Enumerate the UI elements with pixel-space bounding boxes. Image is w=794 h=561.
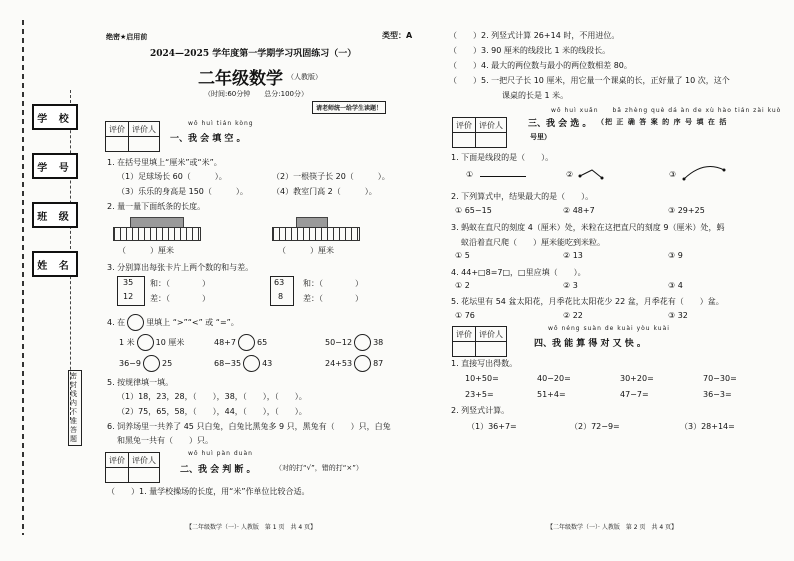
section1-title: 一、我 会 填 空 。 [170, 134, 246, 144]
choice-q2-opt2: ② 48+7 [563, 206, 595, 215]
score-table-4 [452, 326, 507, 357]
exam-title: 2024—2025 学年度第一学期学习巩固练习（一） [150, 49, 357, 59]
teacher-notice-stamp: 请老师统一给学生读题！ [312, 101, 386, 114]
section1-pinyin: wǒ huì tián kòng [188, 120, 254, 127]
strip1-answer: （ ）厘米 [118, 246, 174, 255]
choice-q4-opt2: ② 3 [563, 281, 578, 290]
choice-q3-line1: 3. 蚂蚁在直尺的刻度 4（厘米）处，米粒在这把直尺的刻度 9（厘米）处，蚂 [451, 223, 725, 232]
choice-q3-line2: 蚁沿着直尺爬（ ）厘米能吃到米粒。 [461, 238, 605, 247]
q1-3: 3. 分别算出每张卡片上两个数的和与差。 [107, 263, 254, 272]
answer-circle[interactable] [137, 334, 154, 351]
compare-4: 36−9 25 [119, 355, 172, 372]
choice-q4-opt1: ① 2 [455, 281, 470, 290]
choice-q1-opt1: ① [466, 170, 474, 179]
calc-1: 10+50= [465, 374, 499, 383]
calc-4: 70−30= [703, 374, 737, 383]
grader-col: 评价人 [129, 122, 160, 137]
footer-page-1: 【二年级数学（一）· 人教版 第 1 页 共 4 页】 [186, 524, 317, 531]
q1-5: 5. 按规律填一填。 [107, 378, 174, 387]
answer-circle[interactable] [243, 355, 260, 372]
compare-2: 48+7 65 [214, 334, 267, 351]
school-label: 学 校 [32, 104, 78, 130]
card1-sum: 和：（ ） [150, 279, 210, 288]
paper-type: 类型：A [382, 31, 413, 40]
answer-circle[interactable] [354, 355, 371, 372]
sequence-1: （1）18，23，28，（ ），38，（ ），（ ）。 [117, 392, 307, 401]
grader-col: 评价人 [476, 118, 507, 133]
seal-warning: 密封线内不准答题 [68, 370, 82, 446]
binding-line [22, 20, 24, 535]
section3-hint-cont: 号里） [530, 133, 551, 141]
calc-q1: 1. 直接写出得数。 [451, 359, 518, 368]
choice-q5-opt2: ② 22 [563, 311, 583, 320]
q1-1-item1: （1）足球场长 60（ ）。 [117, 172, 227, 181]
choice-q2-opt1: ① 65−15 [455, 206, 492, 215]
vertical-calc-1: （1）36+7= [467, 422, 517, 431]
choice-q1-opt2: ② [566, 170, 574, 179]
card2-sum: 和：（ ） [303, 279, 363, 288]
card1-num2: 12 [123, 292, 134, 301]
q1-2-text: 2. 量一量下面纸条的长度。 [107, 202, 206, 211]
compare-circle-icon [127, 314, 144, 331]
q1-1: 1. 在括号里填上“厘米”或“米”。 [107, 158, 222, 167]
card1-diff: 差：（ ） [150, 294, 210, 303]
calc-6: 51+4= [537, 390, 566, 399]
edition: （人教版） [287, 73, 322, 81]
section3-hint: （把 正 确 答 案 的 序 号 填 在 括 [597, 118, 728, 126]
choice-q4: 4. 44+□8=7□，□里应填（ ）。 [451, 268, 586, 277]
judge-item-1: （ ）1. 量学校操场的长度，用“米”作单位比较合适。 [107, 487, 310, 496]
q1-1-item2: （2）一根筷子长 20（ ）。 [272, 172, 390, 181]
card2-num1: 63 [274, 278, 285, 287]
confidential-mark: 绝密★启用前 [106, 33, 148, 41]
subject-title: 二年级数学 [198, 69, 283, 89]
q1-1-item4: （4）教室门高 2（ ）。 [272, 187, 377, 196]
choice-q4-opt3: ③ 4 [668, 281, 683, 290]
footer-page-2: 【二年级数学（一）· 人教版 第 2 页 共 4 页】 [547, 524, 678, 531]
ruler-2 [272, 227, 360, 241]
choice-q3-opt3: ③ 9 [668, 251, 683, 260]
judge-item-3: （ ）3. 90 厘米的线段比 1 米的线段长。 [449, 46, 611, 55]
judge-item-5-cont: 课桌的长是 1 米。 [502, 91, 569, 100]
choice-q1-opt3: ③ [669, 170, 677, 179]
q1-1-item3: （3）乐乐的身高是 150（ ）。 [117, 187, 248, 196]
class-label: 班 级 [32, 202, 78, 228]
judge-item-5: （ ）5. 一把尺子长 10 厘米，用它量一个课桌的长，正好量了 10 次，这个 [449, 76, 730, 85]
choice-q5-opt3: ③ 32 [668, 311, 688, 320]
calc-8: 36−3= [703, 390, 732, 399]
score-table-3 [452, 117, 507, 148]
calc-7: 47−7= [620, 390, 649, 399]
compare-3: 50−12 38 [325, 334, 383, 351]
section2-title: 二、我 会 判 断 。 [180, 465, 256, 475]
score-table-2 [105, 452, 160, 483]
section2-pinyin: wǒ huì pàn duàn [188, 450, 253, 457]
calc-2: 40−20= [537, 374, 571, 383]
choice-q2: 2. 下列算式中，结果最大的是（ ）。 [451, 192, 594, 201]
section4-pinyin: wǒ néng suàn de kuài yòu kuài [548, 325, 670, 332]
answer-circle[interactable] [238, 334, 255, 351]
line-segment-option-1 [480, 176, 526, 177]
grader-col: 评价人 [476, 327, 507, 342]
card1-num1: 35 [123, 278, 134, 287]
student-id-label: 学 号 [32, 153, 78, 179]
score-table-1 [105, 121, 160, 152]
section4-title: 四、我 能 算 得 对 又 快 。 [534, 339, 646, 349]
calc-q2: 2. 列竖式计算。 [451, 406, 510, 415]
section3-pinyin: wǒ huì xuǎn bǎ zhèng què dá àn de xù hào tián zài kuò [551, 107, 782, 114]
score-col: 评价 [106, 122, 129, 137]
compare-6: 24+53 87 [325, 355, 383, 372]
strip2-answer: （ ）厘米 [278, 246, 334, 255]
score-col: 评价 [453, 327, 476, 342]
card2-num2: 8 [278, 292, 284, 301]
ruler-1 [113, 227, 201, 241]
q1-4: 4. 在 里填上 “>”“<” 或 “=”。 [107, 314, 239, 331]
choice-q3-opt1: ① 5 [455, 251, 470, 260]
choice-q2-opt3: ③ 29+25 [668, 206, 705, 215]
choice-q3-opt2: ② 13 [563, 251, 583, 260]
vertical-calc-2: （2）72−9= [570, 422, 620, 431]
q1-6-line1: 6. 饲养场里一共养了 45 只白兔，白兔比黑兔多 9 只，黑兔有（ ）只，白兔 [107, 422, 391, 431]
grader-col: 评价人 [129, 453, 160, 468]
q1-6-line2: 和黑兔一共有（ ）只。 [117, 436, 213, 445]
score-col: 评价 [106, 453, 129, 468]
score-col: 评价 [453, 118, 476, 133]
arc-option-3 [682, 164, 726, 182]
choice-q1: 1. 下面是线段的是（ ）。 [451, 153, 554, 162]
sequence-2: （2）75，65，58，（ ），44，（ ），（ ）。 [117, 407, 307, 416]
card2-diff: 差：（ ） [303, 294, 363, 303]
judge-item-4: （ ）4. 最大的两位数与最小的两位数相差 80。 [449, 61, 632, 70]
section2-hint: （对的打“√”，错的打“×”） [275, 464, 363, 472]
answer-circle[interactable] [143, 355, 160, 372]
polyline-option-2 [578, 166, 608, 182]
vertical-calc-3: （3）28+14= [680, 422, 735, 431]
calc-3: 30+20= [620, 374, 654, 383]
compare-1: 1 米 10 厘米 [119, 334, 184, 351]
calc-5: 23+5= [465, 390, 494, 399]
compare-5: 68−35 43 [214, 355, 272, 372]
name-label: 姓 名 [32, 251, 78, 277]
answer-circle[interactable] [354, 334, 371, 351]
binding-strip [10, 20, 92, 535]
choice-q5-opt1: ① 76 [455, 311, 475, 320]
time-score: （时间:60分钟 总分:100分） [204, 90, 308, 98]
judge-item-2: （ ）2. 列竖式计算 26+14 时，不用进位。 [449, 31, 620, 40]
section3-title: 三、我 会 选 。 [528, 119, 592, 129]
choice-q5: 5. 花坛里有 54 盆太阳花，月季花比太阳花少 22 盆，月季花有（ ）盆。 [451, 297, 724, 306]
